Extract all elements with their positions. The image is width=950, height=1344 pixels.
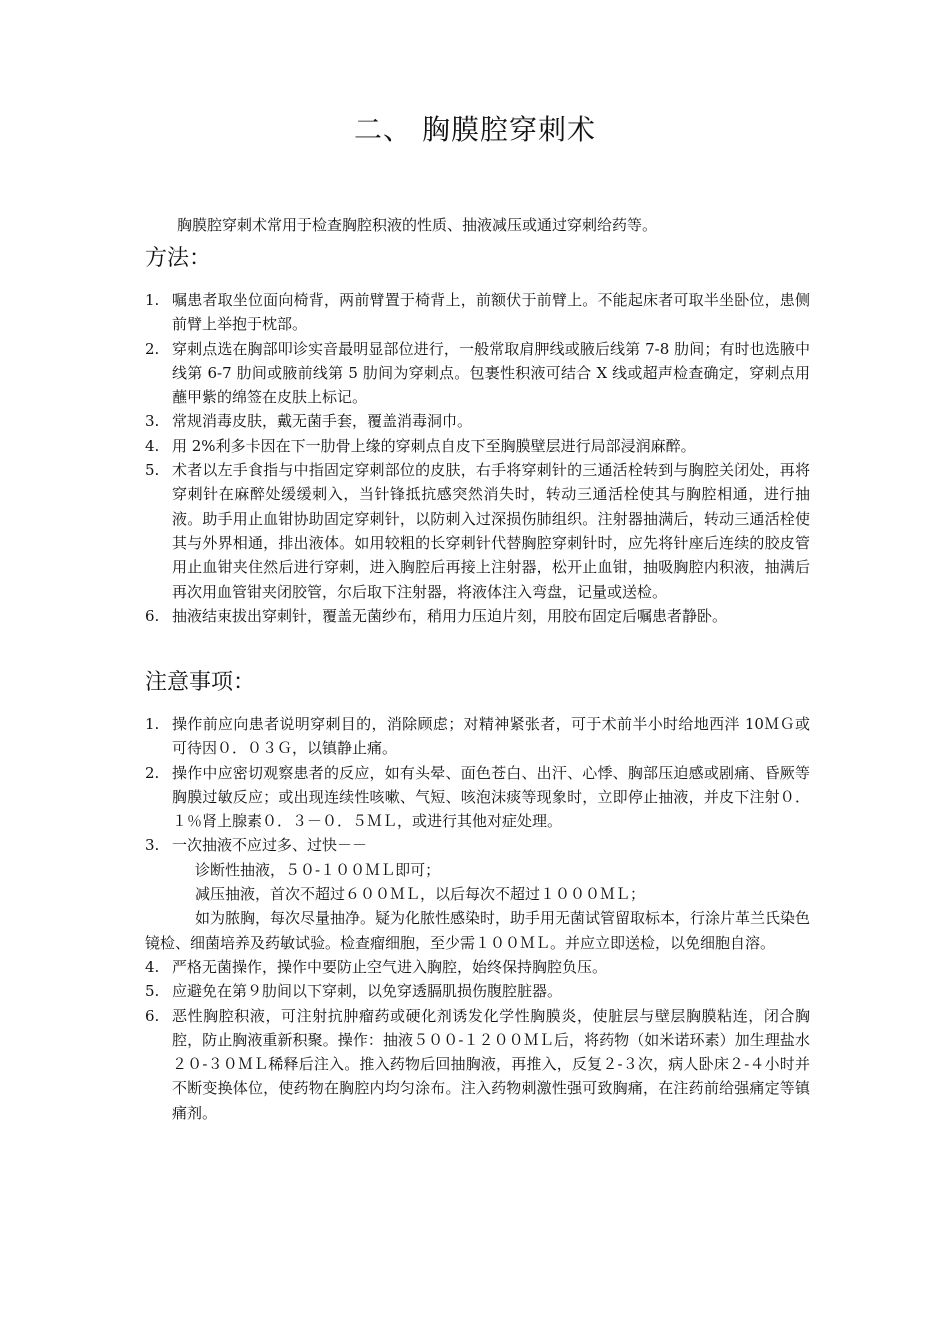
intro-paragraph: 胸膜腔穿刺术常用于检查胸腔积液的性质、抽液减压或通过穿刺给药等。 [177, 216, 658, 234]
item-text: 术者以左手食指与中指固定穿刺部位的皮肤，右手将穿刺针的三通活栓转到与胸腔关闭处，再将穿刺针在麻醉处缓缓刺入，当针锋抵抗感突然消失时，转动三通活栓使其与胸腔相通，进行抽液。助手用止血钳协助固定穿刺针，以防刺入过深损伤肺组织。注射器抽满后，转动三通活栓使其与外界相通，排出液体。如用较粗的长穿刺针代替胸腔穿刺针时，应先将针座后连续的胶皮管用止血钳夹住然后进行穿刺，进入胸腔后再接上注射器，松开止血钳，抽吸胸腔内积液，抽满后再次用血管钳夹闭胶管，尔后取下注射器，将液体注入弯盘，记量或送检。 [172, 461, 810, 601]
list-item [145, 458, 810, 604]
item-number: 4. [145, 436, 160, 455]
sub-line: 减压抽液，首次不超过６００ＭＬ，以后每次不超过１０００ＭＬ； [195, 885, 646, 904]
item-text: 应避免在第９肋间以下穿刺，以免穿透膈肌损伤腹腔脏器。 [172, 982, 563, 1001]
item-number: 2. [145, 339, 160, 358]
sub-line: 诊断性抽液，５０-１００ＭＬ即可； [195, 860, 441, 879]
methods-heading: 方法： [145, 246, 212, 271]
item-number: 3. [145, 836, 160, 855]
item-number: 6. [145, 606, 160, 625]
item-text: 用 2%利多卡因在下一肋骨上缘的穿刺点自皮下至胸膜壁层进行局部浸润麻醉。 [172, 436, 696, 455]
document-title: 二、 胸膜腔穿刺术 [354, 113, 596, 146]
item-text: 抽液结束拔出穿刺针，覆盖无菌纱布，稍用力压迫片刻，用胶布固定后嘱患者静卧。 [172, 606, 728, 625]
item-text: 操作中应密切观察患者的反应，如有头晕、面色苍白、出汗、心悸、胸部压迫感或剧痛、昏厥等胸膜过敏反应；或出现连续性咳嗽、气短、咳泡沫痰等现象时，立即停止抽液，并皮下注射０．１％肾上腺素０．３－０．５ＭＬ，或进行其他对症处理。 [172, 763, 810, 831]
item-text: 操作前应向患者说明穿刺目的，消除顾虑；对精神紧张者，可于术前半小时给地西泮 10ＭＧ或可待因０．０３Ｇ，以镇静止痛。 [172, 715, 810, 758]
notes-list [145, 712, 810, 1125]
item-number: 5. [145, 461, 160, 480]
list-item [145, 979, 810, 1003]
list-item [145, 712, 810, 761]
list-item [145, 955, 810, 979]
list-item [145, 434, 810, 458]
item-text: 常规消毒皮肤，戴无菌手套，覆盖消毒洞巾。 [172, 412, 473, 431]
sub-section [145, 858, 810, 955]
item-text: 穿刺点选在胸部叩诊实音最明显部位进行，一般常取肩胛线或腋后线第 7-8 肋间；有时也选腋中线第 6-7 肋间或腋前线第 5 肋间为穿刺点。包裹性积液可结合 X 线或超声检查确定，穿刺点用蘸甲紫的绵签在皮肤上标记。 [172, 339, 810, 407]
item-text: 嘱患者取坐位面向椅背，两前臂置于椅背上，前额伏于前臂上。不能起床者可取半坐卧位，患侧前臂上举抱于枕部。 [172, 291, 810, 334]
item-number: 1. [145, 715, 160, 733]
item-number: 6. [145, 1006, 160, 1025]
list-item [145, 288, 810, 337]
list-item [145, 761, 810, 834]
item-text: 恶性胸腔积液，可注射抗肿瘤药或硬化剂诱发化学性胸膜炎，使脏层与壁层胸膜粘连，闭合胸腔，防止胸液重新积聚。操作：抽液５００-１２００ＭＬ后，将药物（如米诺环素）加生理盐水２０-３０ＭＬ稀释后注入。推入药物后回抽胸液，再推入，反复２-３次，病人卧床２-４小时并不断变换体位，使药物在胸腔内均匀涂布。注入药物刺激性强可致胸痛，在注药前给强痛定等镇痛剂。 [172, 1006, 810, 1122]
item-text: 一次抽液不应过多、过快－－ [172, 836, 368, 855]
item-number: 4. [145, 957, 160, 976]
item-number: 3. [145, 412, 160, 431]
list-item [145, 409, 810, 433]
list-item [145, 604, 810, 628]
methods-list [145, 288, 810, 628]
list-item [145, 337, 810, 410]
item-number: 1. [145, 291, 160, 309]
item-number: 5. [145, 982, 160, 1001]
list-item [145, 833, 810, 857]
sub-paragraph: 如为脓胸，每次尽量抽净。疑为化脓性感染时，助手用无菌试管留取标本，行涂片革兰氏染色镜检、细菌培养及药敏试验。检查瘤细胞，至少需１００ＭＬ。并应立即送检，以免细胞自溶。 [145, 909, 811, 952]
item-text: 严格无菌操作，操作中要防止空气进入胸腔，始终保持胸腔负压。 [172, 957, 608, 976]
notes-heading: 注意事项： [145, 670, 256, 695]
list-item [145, 1004, 810, 1125]
item-number: 2. [145, 763, 160, 782]
